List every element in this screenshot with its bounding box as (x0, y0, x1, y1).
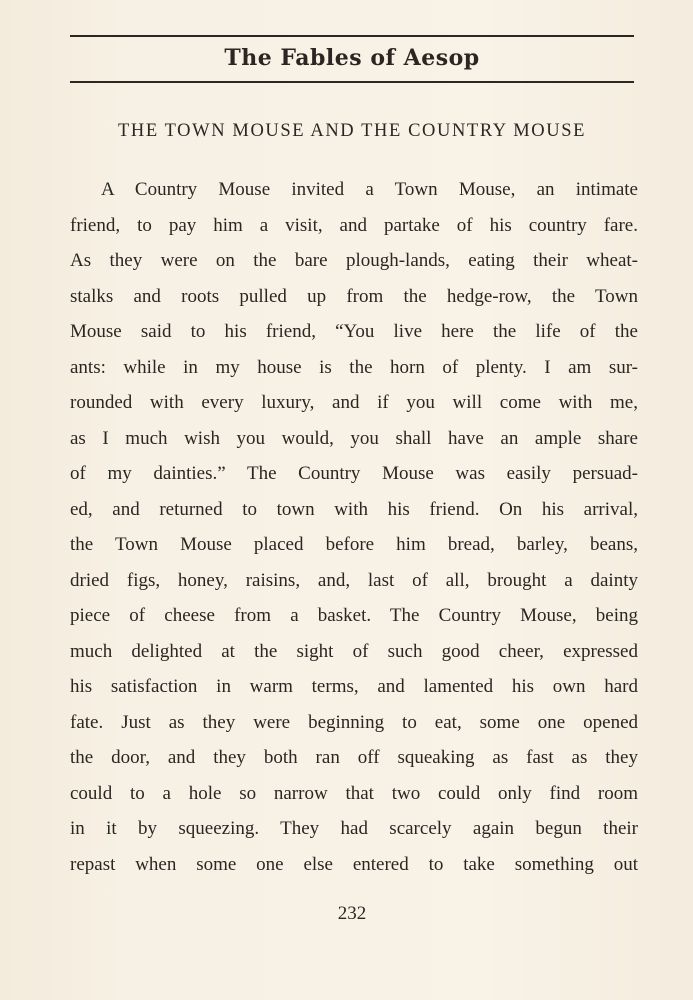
body-line: in it by squeezing. They had scarcely again begun their (70, 818, 638, 839)
body-line: friend, to pay him a visit, and partake of his country fare. (70, 214, 638, 236)
body-line: could to a hole so narrow that two could only find room (70, 782, 638, 804)
body-line: stalks and roots pulled up from the hedge-row, the Town (70, 285, 638, 307)
body-line: rounded with every luxury, and if you will come with me, (70, 392, 638, 413)
body-line: of my dainties.” The Country Mouse was easily persuad- (70, 463, 638, 484)
page-number: 232 (337, 903, 367, 924)
running-head: The Fables of Aesop (224, 45, 480, 71)
header-rule-bottom (70, 81, 634, 83)
fable-title: THE TOWN MOUSE AND THE COUNTRY MOUSE (117, 121, 587, 141)
body-line: the door, and they both ran off squeaking as fast as they (70, 747, 638, 768)
body-line: A Country Mouse invited a Town Mouse, an intimate (101, 179, 638, 200)
body-line: the Town Mouse placed before him bread, barley, beans, (70, 534, 638, 555)
body-line: his satisfaction in warm terms, and lamented his own hard (70, 676, 638, 697)
fable-body (70, 172, 638, 882)
body-line: piece of cheese from a basket. The Country Mouse, being (70, 605, 638, 626)
body-line: ed, and returned to town with his friend. On his arrival, (70, 498, 638, 520)
body-line: fate. Just as they were beginning to eat, some one opened (70, 711, 638, 733)
body-line: Mouse said to his friend, “You live here the life of the (70, 321, 638, 342)
body-line: repast when some one else entered to take something out (70, 853, 638, 875)
body-line: As they were on the bare plough-lands, eating their wheat- (70, 250, 638, 271)
body-line: ants: while in my house is the horn of plenty. I am sur- (70, 356, 638, 378)
header-rule-top (70, 35, 634, 37)
body-line: dried figs, honey, raisins, and, last of all, brought a dainty (70, 569, 638, 591)
body-line: much delighted at the sight of such good cheer, expressed (70, 640, 638, 662)
body-line: as I much wish you would, you shall have an ample share (70, 427, 638, 449)
